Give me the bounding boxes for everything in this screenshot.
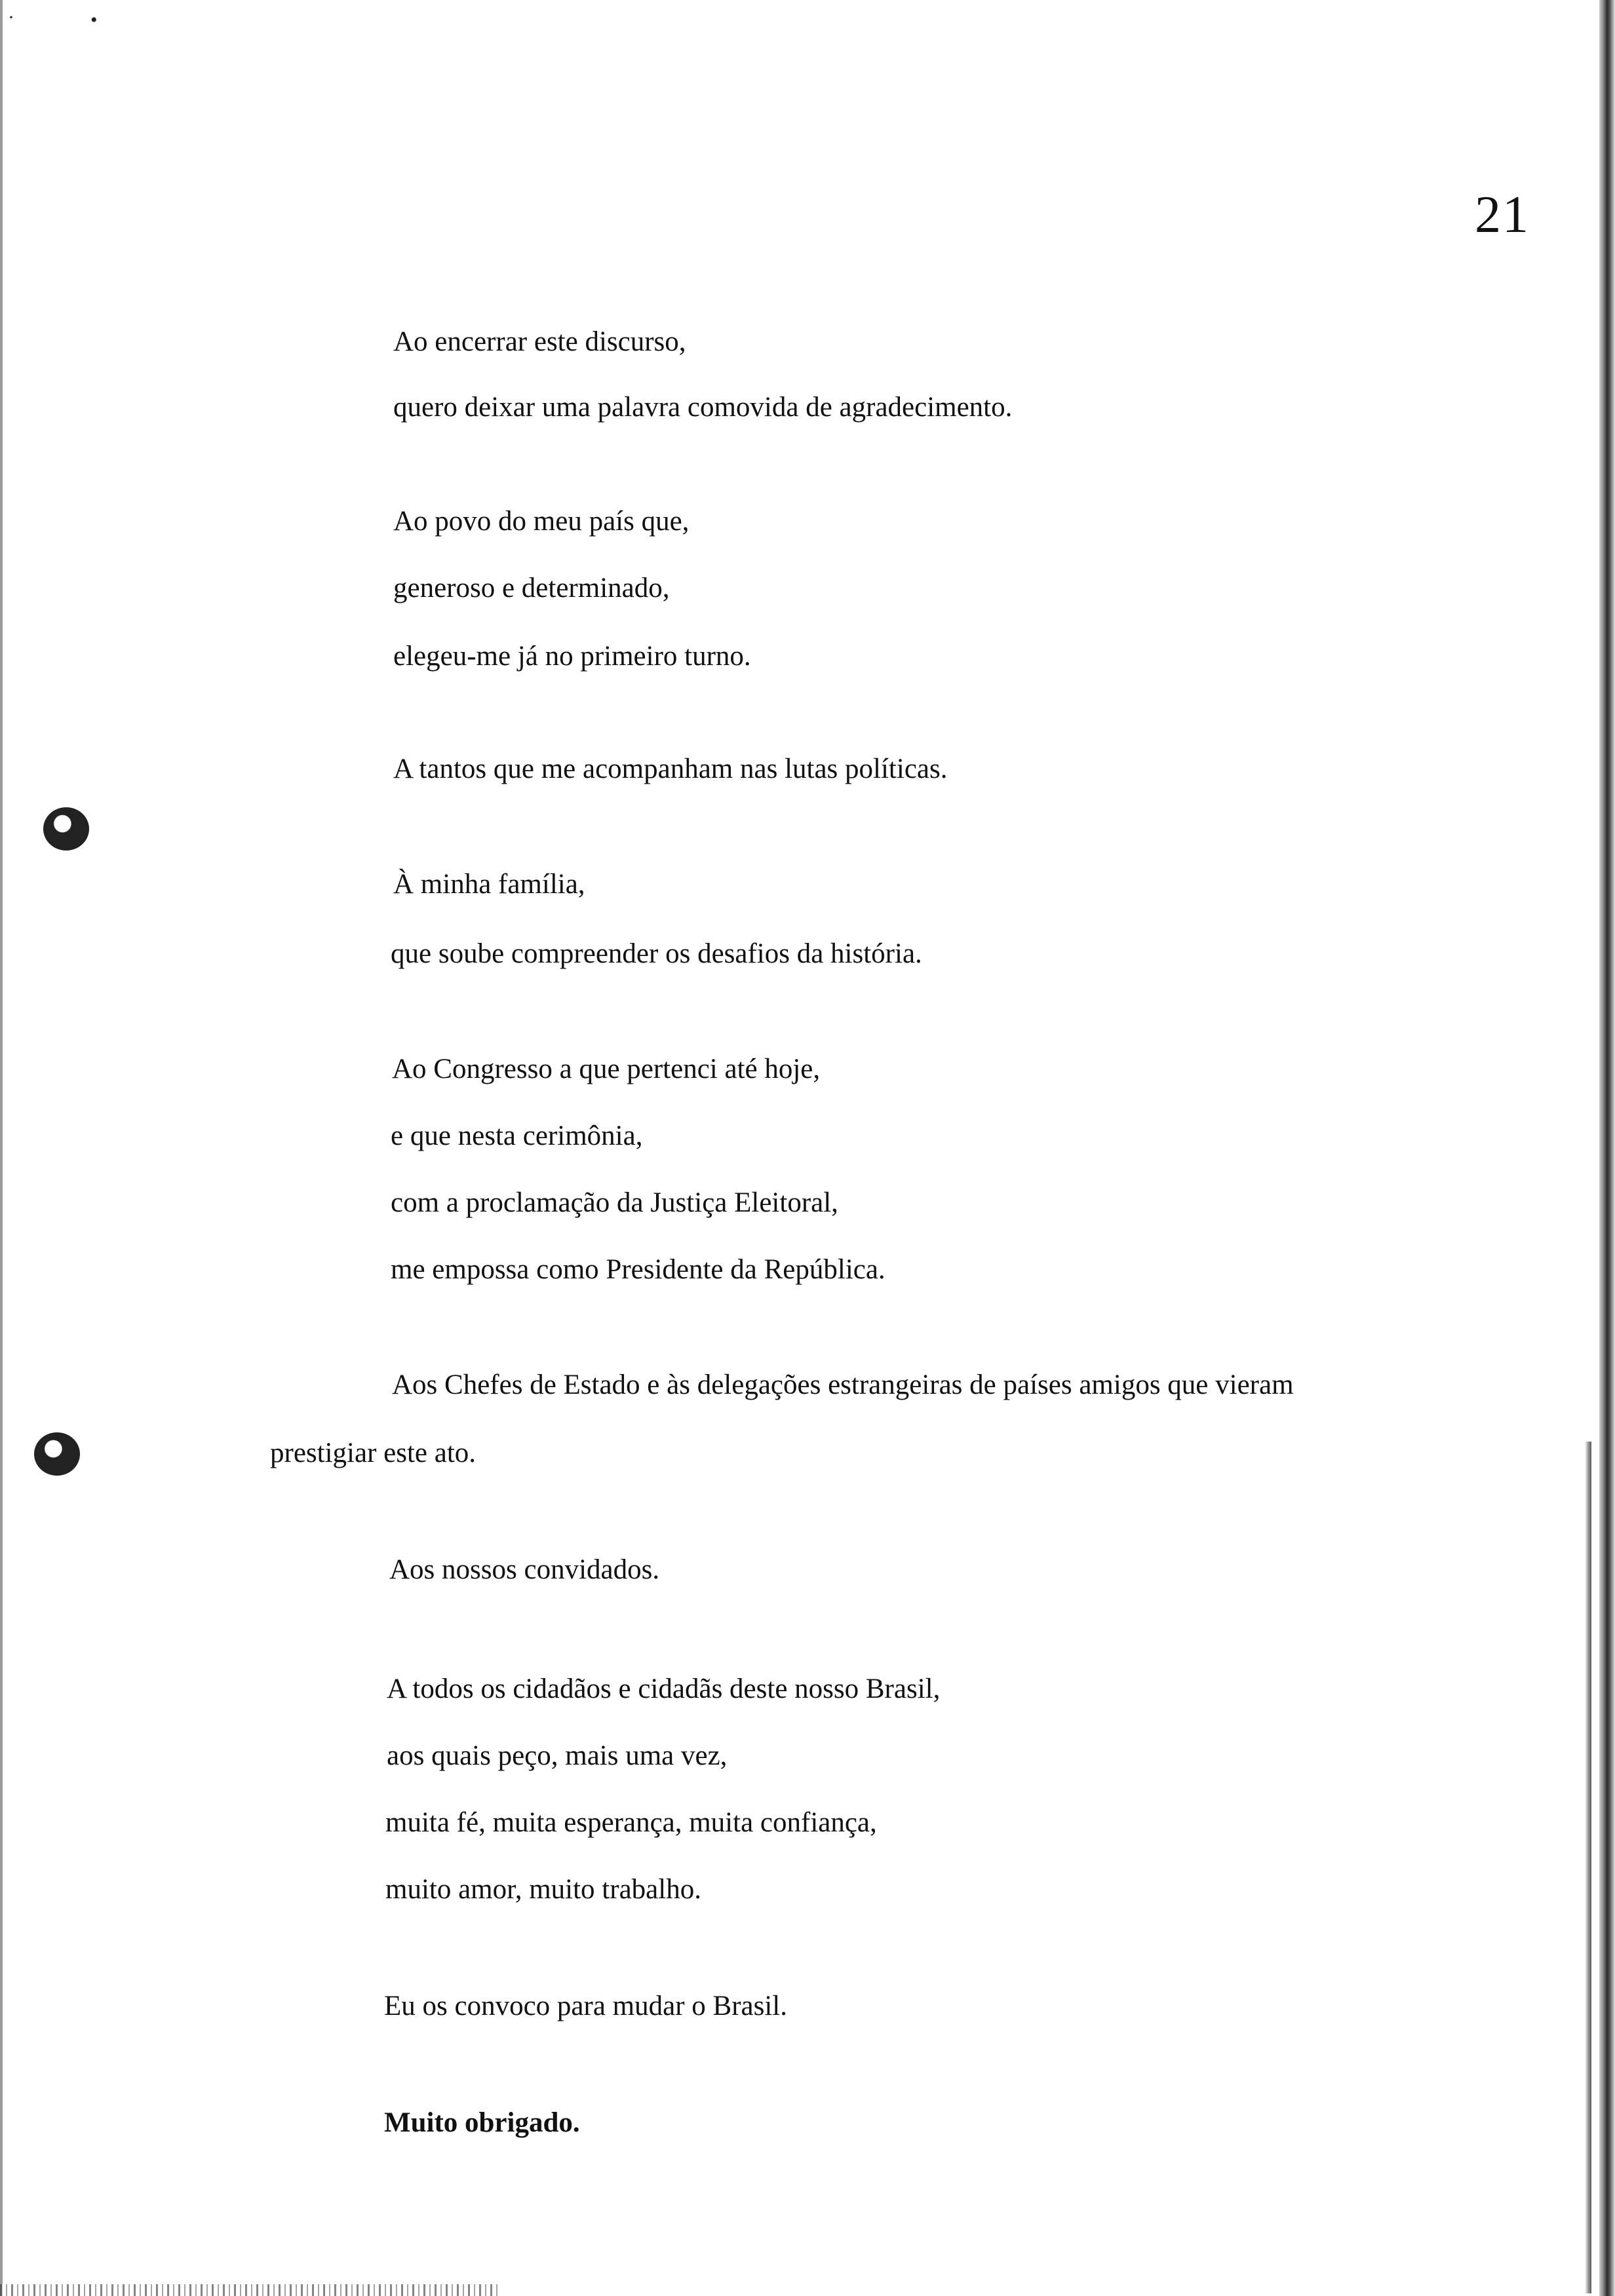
text-line: com a proclamação da Justiça Eleitoral,	[391, 1187, 838, 1218]
text-line: Aos nossos convidados.	[389, 1554, 660, 1585]
scan-left-edge	[0, 0, 3, 2296]
scan-right-edge	[1599, 0, 1615, 2296]
text-line: generoso e determinado,	[393, 573, 670, 603]
text-line: quero deixar uma palavra comovida de agradecimento.	[393, 392, 1013, 423]
punch-hole-icon	[34, 1432, 80, 1476]
text-line: Ao encerrar este discurso,	[393, 326, 686, 357]
scan-right-shadow	[1585, 1442, 1591, 2293]
punch-hole-icon	[43, 807, 89, 851]
text-line: me empossa como Presidente da República.	[391, 1254, 885, 1285]
scan-bottom-marks	[0, 2284, 498, 2296]
text-line: elegeu-me já no primeiro turno.	[393, 641, 751, 672]
text-line: muito amor, muito trabalho.	[385, 1874, 701, 1905]
text-line: que soube compreender os desafios da história.	[391, 938, 922, 969]
text-line: À minha família,	[393, 869, 585, 900]
text-line: aos quais peço, mais uma vez,	[387, 1740, 728, 1771]
text-line: Ao Congresso a que pertenci até hoje,	[392, 1054, 821, 1084]
text-line: e que nesta cerimônia,	[391, 1120, 643, 1151]
closing-line: Muito obrigado.	[384, 2107, 580, 2138]
text-line: Ao povo do meu país que,	[393, 506, 690, 537]
text-line: A tantos que me acompanham nas lutas políticas.	[393, 754, 948, 784]
text-line: prestigiar este ato.	[270, 1438, 477, 1468]
document-page: · • 21 Ao encerrar este discurso, quero deixar uma palavra comovida de agradecimento. Ao povo do meu país que, generoso e determinado, elegeu-me já no primeiro turno. A tantos que me acompanham nas lutas políticas. À minha família, que soube compreender os desafios da história. Ao Congresso a que pertenci até hoje, e que nesta cerimônia, com a proclamação da Justiça Eleitoral, me empossa como Presidente da República. Aos Chefes de Estado e às delegações estrangeiras de países amigos que vieram prestigiar este ato. Aos nossos convidados. A todos os cidadãos e cidadãs deste nosso Brasil, aos quais peço, mais uma vez, muita fé, muita esperança, muita confiança, muito amor, muito trabalho. Eu os convoco para mudar o Brasil. Muito obrigado.	[0, 0, 1615, 2296]
text-line: muita fé, muita esperança, muita confiança,	[385, 1807, 877, 1838]
text-line: Eu os convoco para mudar o Brasil.	[384, 1991, 787, 2021]
text-line: A todos os cidadãos e cidadãs deste nosso Brasil,	[387, 1674, 941, 1704]
text-line: Aos Chefes de Estado e às delegações estrangeiras de países amigos que vieram	[392, 1369, 1294, 1400]
page-number: 21	[1475, 186, 1530, 244]
